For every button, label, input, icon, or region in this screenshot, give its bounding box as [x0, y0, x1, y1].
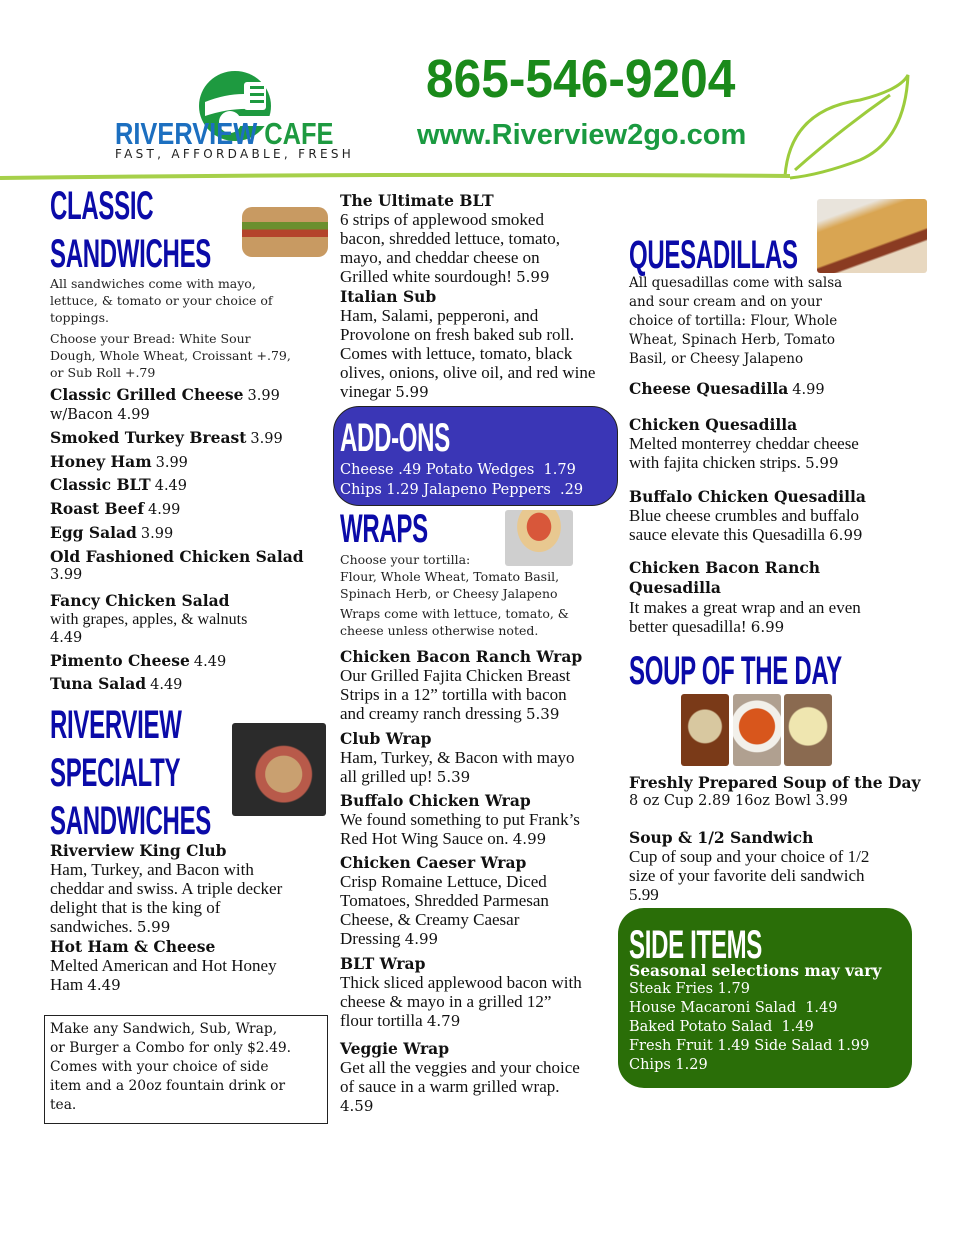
- price-text: 4.49: [150, 677, 183, 693]
- brand-part1-text: RIVERVIEW: [115, 116, 258, 151]
- desc-text: It makes a great wrap and an even better quesadilla!: [629, 598, 861, 636]
- quesadilla-photo: [817, 199, 927, 273]
- wraps-note: Wraps come with lettuce, tomato, & cheese unless otherwise noted.: [340, 606, 569, 638]
- name-text: Fancy Chicken Salad: [50, 591, 230, 610]
- desc-text: We found something to put Frank’s Red Hot Wing Sauce on.: [340, 810, 580, 848]
- name-text: Chicken Caeser Wrap: [340, 853, 527, 872]
- menu-item: [50, 499, 180, 520]
- price-text: 3.99: [250, 431, 283, 447]
- desc-text: Melted American and Hot Honey Ham: [50, 956, 277, 994]
- bread-choice: Choose your Bread: White Sour Dough, Whole Wheat, Croissant +.79, or Sub Roll +.79: [50, 331, 291, 380]
- name-text: Soup & 1/2 Sandwich: [629, 828, 814, 847]
- menu-item: [50, 651, 226, 672]
- name-text: Classic BLT: [50, 475, 151, 494]
- menu-item: [629, 487, 866, 545]
- menu-item: [340, 954, 582, 1031]
- side-item: Steak Fries 1.79: [629, 981, 750, 997]
- specialty-title-1: RIVERVIEW: [50, 703, 182, 747]
- price-text: 4.99: [404, 930, 439, 948]
- desc-text: Ham, Turkey, and Bacon with cheddar and swiss. A triple decker delight that is the king of sandwiches.: [50, 860, 283, 936]
- price-text: 4.49: [87, 976, 121, 994]
- side-items-subtitle: [629, 961, 881, 981]
- name-text: Chicken Quesadilla: [629, 415, 798, 434]
- menu-item: [629, 379, 825, 400]
- combo-offer-text: Make any Sandwich, Sub, Wrap, or Burger a Combo for only $2.49. Comes with your choice of side item and a 20oz fountain drink or tea.: [50, 1021, 292, 1113]
- desc-text: Thick sliced applewood bacon with cheese & mayo in a grilled 12” flour tortilla: [340, 973, 582, 1030]
- price-text: 4.49: [193, 654, 227, 670]
- side-item: Chips 1.29: [629, 1057, 708, 1073]
- menu-item: [50, 428, 283, 449]
- desc-text: with grapes, apples, & walnuts: [50, 611, 248, 628]
- soup-photo: [784, 694, 832, 766]
- price-text: 6.99: [829, 526, 863, 544]
- price-text: 5.39: [525, 705, 560, 723]
- menu-item: [340, 729, 575, 787]
- specialty-title-2: SPECIALTY: [50, 751, 181, 795]
- desc-text: Cup of soup and your choice of 1/2 size of your favorite deli sandwich 5.99: [629, 847, 870, 904]
- name-text: Smoked Turkey Breast: [50, 428, 247, 447]
- website-link[interactable]: www.Riverview2go.com: [417, 119, 747, 151]
- desc-text: Our Grilled Fajita Chicken Breast Strips in a 12” tortilla with bacon and creamy ranch dressing: [340, 666, 571, 723]
- specialty-title-3: SANDWICHES: [50, 799, 212, 843]
- menu-item: [340, 647, 582, 724]
- desc-text: Ham, Salami, pepperoni, and Provolone on fresh baked sub roll. Comes with lettuce, tomato, black olives, onions, olive oil, and red wine vinegar: [340, 306, 596, 401]
- name-text: Buffalo Chicken Wrap: [340, 791, 531, 810]
- side-items-title: SIDE ITEMS: [629, 923, 763, 967]
- name-text: Chicken Bacon Ranch Wrap: [340, 647, 583, 666]
- name-text: Chicken Bacon Ranch Quesadilla: [629, 558, 821, 597]
- price-text: 3.99: [140, 526, 174, 542]
- name-text: BLT Wrap: [340, 954, 426, 973]
- desc-text: 6 strips of applewood smoked bacon, shredded lettuce, tomato, mayo, and cheddar cheese on Grilled white sourdough!: [340, 210, 560, 286]
- desc-text: Ham, Turkey, & Bacon with mayo all grilled up!: [340, 748, 575, 786]
- classic-intro: All sandwiches come with mayo, lettuce, & tomato or your choice of toppings.: [50, 276, 273, 325]
- menu-item: [50, 841, 282, 937]
- quesadillas-intro: All quesadillas come with salsa and sour cream and on your choice of tortilla: Flour, Whole Wheat, Spinach Herb, Tomato Basil, or Cheesy Jalapeno: [629, 275, 843, 367]
- price-text: 5.99: [136, 918, 171, 936]
- name-text: The Ultimate BLT: [340, 191, 494, 210]
- soup-title: SOUP OF THE DAY: [629, 649, 842, 693]
- name-text: Pimento Cheese: [50, 651, 190, 670]
- divider-line: [0, 175, 790, 178]
- menu-item: [340, 191, 560, 287]
- menu-item: [50, 937, 277, 995]
- subtitle-text: Seasonal selections may vary: [629, 961, 882, 980]
- phone-number[interactable]: 865-546-9204: [426, 49, 736, 109]
- menu-item: [50, 475, 187, 496]
- desc-text: Get all the veggies and your choice of sauce in a warm grilled wrap.: [340, 1058, 580, 1096]
- menu-item: [50, 674, 182, 695]
- add-ons-line: Cheese .49 Potato Wedges 1.79: [340, 462, 576, 478]
- wraps-title: WRAPS: [340, 507, 428, 551]
- quesadillas-title: QUESADILLAS: [629, 233, 798, 277]
- menu-item: [50, 452, 188, 473]
- desc-text: Crisp Romaine Lettuce, Diced Tomatoes, Shredded Parmesan Cheese, & Creamy Caesar Dressing: [340, 872, 549, 948]
- add-ons-title: ADD-ONS: [340, 416, 450, 460]
- name-text: Freshly Prepared Soup of the Day: [629, 773, 921, 792]
- menu-item: [50, 385, 280, 425]
- tagline: FAST, AFFORDABLE, FRESH: [115, 147, 355, 161]
- brand-part2-text: CAFE: [264, 116, 334, 151]
- classic-title-1: CLASSIC: [50, 184, 154, 228]
- name-text: Club Wrap: [340, 729, 432, 748]
- name-text: Hot Ham & Cheese: [50, 937, 216, 956]
- side-item: Fresh Fruit 1.49 Side Salad 1.99: [629, 1038, 870, 1054]
- menu-item: [340, 853, 549, 949]
- price-text: 4.99: [512, 830, 547, 848]
- side-item: House Macaroni Salad 1.49: [629, 1000, 838, 1016]
- price-text: 5.39: [436, 768, 471, 786]
- price-text: 4.59: [340, 1097, 374, 1115]
- sandwich-photo: [242, 207, 328, 257]
- club-sandwich-photo: [232, 723, 326, 816]
- side-item: Baked Potato Salad 1.49: [629, 1019, 814, 1035]
- menu-item: [50, 523, 173, 544]
- price-text: 4.49: [154, 478, 188, 494]
- name-text: Veggie Wrap: [340, 1039, 450, 1058]
- classic-title-2: SANDWICHES: [50, 232, 212, 276]
- menu-item: [629, 415, 859, 473]
- price-text: 4.99: [148, 502, 181, 518]
- price-text: 4.99: [792, 382, 825, 398]
- price-text: 4.79: [426, 1012, 461, 1030]
- name-text: Honey Ham: [50, 452, 152, 471]
- add-ons-line: Chips 1.29 Jalapeno Peppers .29: [340, 482, 584, 498]
- desc-text: Blue cheese crumbles and buffalo sauce elevate this Quesadilla: [629, 506, 860, 544]
- soup-photo: [733, 694, 781, 766]
- menu-item: [340, 287, 595, 402]
- desc-text: 8 oz Cup 2.89 16oz Bowl 3.99: [629, 793, 848, 809]
- price-text: 3.99: [155, 455, 188, 471]
- menu-item: [50, 547, 304, 585]
- soup-photo: [681, 694, 729, 766]
- name-text: Egg Salad: [50, 523, 137, 542]
- price-text: 3.99: [50, 567, 83, 583]
- name-text: Cheese Quesadilla: [629, 379, 789, 398]
- price-text: 6.99: [750, 618, 785, 636]
- name-text: Roast Beef: [50, 499, 145, 518]
- menu-item: [340, 1039, 580, 1116]
- menu-item: [629, 558, 861, 637]
- menu-item: [629, 773, 921, 811]
- name-text: Italian Sub: [340, 287, 437, 306]
- wraps-intro: Choose your tortilla: Flour, Whole Wheat, Tomato Basil, Spinach Herb, or Cheesy Jalapeno: [340, 552, 560, 601]
- leaf-icon: [785, 75, 908, 178]
- name-text: Tuna Salad: [50, 674, 147, 693]
- price-text: 3.99: [247, 388, 280, 404]
- price-text: 5.99: [805, 454, 839, 472]
- menu-item: [340, 791, 580, 849]
- desc-text: w/Bacon 4.99: [50, 407, 150, 423]
- name-text: Old Fashioned Chicken Salad: [50, 547, 304, 566]
- name-text: Riverview King Club: [50, 841, 227, 860]
- name-text: Classic Grilled Cheese: [50, 385, 244, 404]
- menu-item: [629, 828, 869, 904]
- price-text: 5.99: [395, 383, 429, 401]
- price-text: 5.99: [516, 268, 550, 286]
- price-text: 4.49: [50, 630, 83, 646]
- desc-text: Melted monterrey cheddar cheese with fajita chicken strips.: [629, 434, 859, 472]
- menu-item: [50, 591, 247, 648]
- name-text: Buffalo Chicken Quesadilla: [629, 487, 866, 506]
